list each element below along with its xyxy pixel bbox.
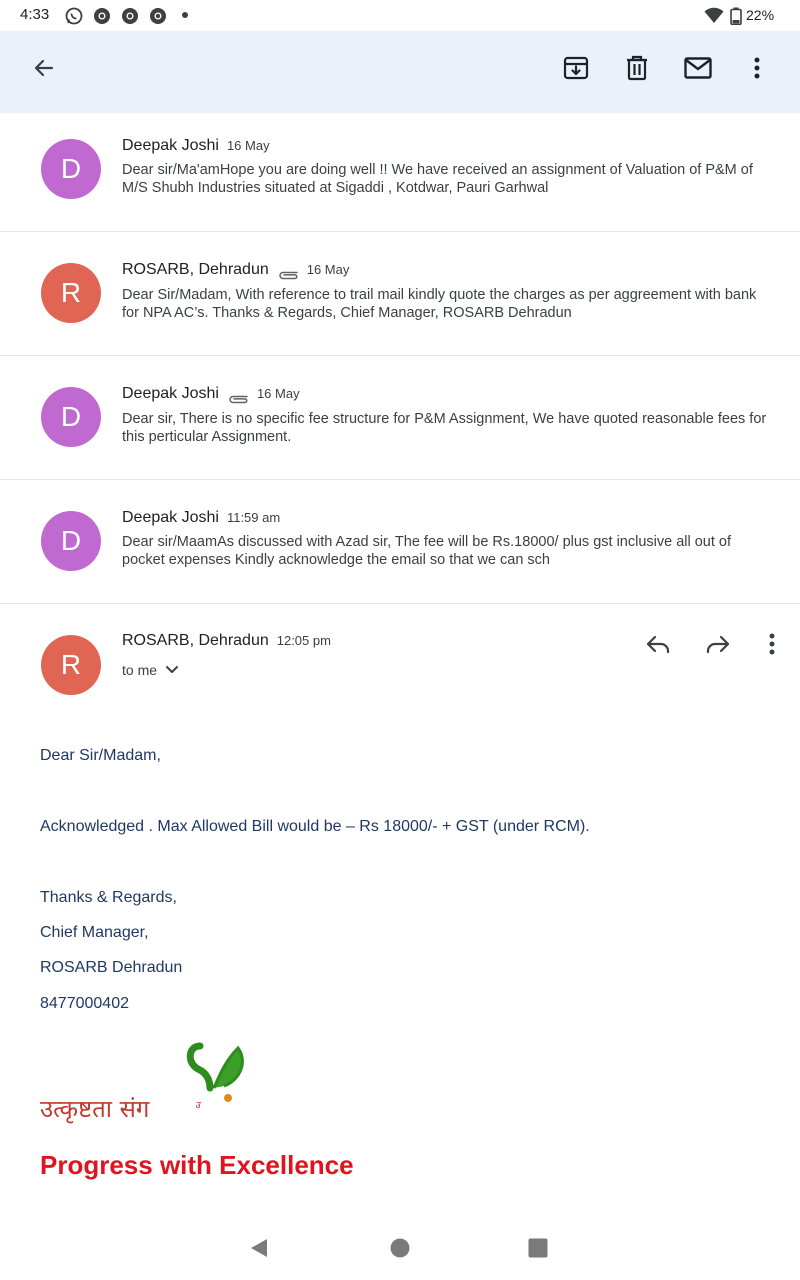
nav-recents-icon [527, 1237, 549, 1264]
sender-line [122, 261, 349, 285]
mail-icon [684, 57, 712, 84]
message-date: 11:59 am [226, 510, 281, 525]
sender-line [122, 632, 331, 656]
message-date: 16 May [226, 138, 270, 153]
nav-home-icon [389, 1237, 411, 1264]
chrome-icon [93, 7, 111, 25]
message-date: 16 May [306, 262, 350, 277]
notification-dot-icon [182, 12, 188, 18]
nav-back-icon [248, 1237, 270, 1264]
back-arrow-icon [32, 56, 56, 85]
attachment-icon [277, 267, 299, 279]
thread-item[interactable] [0, 356, 800, 480]
reply-icon [646, 634, 670, 659]
signature-tagline: Progress with Excellence [40, 1150, 354, 1180]
whatsapp-icon [65, 7, 83, 25]
more-vert-icon [769, 633, 775, 660]
avatar: D [41, 139, 101, 199]
message-time: 12:05 pm [276, 633, 331, 648]
body-closing: Thanks & Regards, [40, 889, 177, 906]
mark-unread-button[interactable] [674, 46, 722, 94]
thread-item[interactable] [0, 113, 800, 232]
app-bar [0, 31, 800, 113]
recipient-details-toggle[interactable] [122, 662, 179, 678]
message-more-button[interactable] [750, 624, 794, 668]
delete-icon [625, 55, 649, 86]
chrome-icon [121, 7, 139, 25]
open-message-header [0, 604, 800, 704]
avatar: D [41, 387, 101, 447]
forward-button[interactable] [696, 624, 740, 668]
avatar: D [41, 511, 101, 571]
sender-name: Deepak Joshi [122, 385, 219, 402]
back-button[interactable] [20, 46, 68, 94]
body-main-text: Acknowledged . Max Allowed Bill would be – Rs 18000/- + GST (under RCM). [40, 818, 590, 835]
sender-name: ROSARB, Dehradun [122, 632, 269, 649]
message-snippet: Dear sir, There is no specific fee structure for P&M Assignment, We have quoted reasonable fees for this perticular Assignment. [122, 411, 767, 445]
chevron-down-icon [165, 662, 179, 678]
delete-button[interactable] [613, 46, 661, 94]
sender-name: Deepak Joshi [122, 509, 219, 526]
body-title: Chief Manager, [40, 924, 149, 941]
navigation-bar [0, 1220, 800, 1280]
sender-line [122, 137, 270, 161]
message-snippet: Dear Sir/Madam, With reference to trail mail kindly quote the charges as per aggreement with bank for NPA AC’s. Thanks & Regards, Chief Manager, ROSARB Dehradun [122, 287, 757, 321]
more-options-button[interactable] [733, 46, 781, 94]
thread-item[interactable] [0, 232, 800, 356]
signature-hindi-text: उत्कृष्टता संग [40, 1095, 150, 1123]
message-snippet: Dear sir/MaamAs discussed with Azad sir, The fee will be Rs.18000/ plus gst inclusive all out of pocket expenses Kindly acknowledge the email so that we can sch [122, 534, 732, 568]
logo-small-text: उ [195, 1100, 200, 1110]
archive-icon [563, 55, 589, 86]
nav-back-button[interactable] [243, 1234, 275, 1266]
sender-line [122, 509, 280, 533]
message-snippet: Dear sir/Ma'amHope you are doing well !! We have received an assignment of Valuation of P&M of M/S Shubh Industries situated at Sigaddi , Kotdwar, Pauri Garhwal [122, 162, 753, 196]
chrome-icon [149, 7, 167, 25]
more-vert-icon [754, 57, 760, 84]
nav-recents-button[interactable] [522, 1234, 554, 1266]
recipient-label: to me [122, 662, 158, 678]
avatar: R [41, 635, 101, 695]
nav-home-button[interactable] [384, 1234, 416, 1266]
battery-icon [730, 7, 742, 25]
archive-button[interactable] [552, 46, 600, 94]
forward-icon [706, 634, 730, 659]
attachment-icon [227, 391, 249, 403]
avatar: R [41, 263, 101, 323]
message-date: 16 May [256, 386, 300, 401]
sender-line [122, 385, 300, 409]
sender-name: Deepak Joshi [122, 137, 219, 154]
status-bar [0, 0, 800, 31]
body-greeting: Dear Sir/Madam, [40, 747, 161, 764]
body-org: ROSARB Dehradun [40, 959, 183, 976]
battery-percent: 22% [746, 7, 775, 23]
wifi-icon [704, 7, 722, 25]
reply-button[interactable] [636, 624, 680, 668]
unnati-logo-icon [180, 1040, 252, 1116]
body-phone[interactable]: 8477000402 [40, 995, 129, 1012]
thread-item[interactable] [0, 480, 800, 604]
status-time: 4:33 [20, 6, 50, 23]
sender-name: ROSARB, Dehradun [122, 261, 269, 278]
